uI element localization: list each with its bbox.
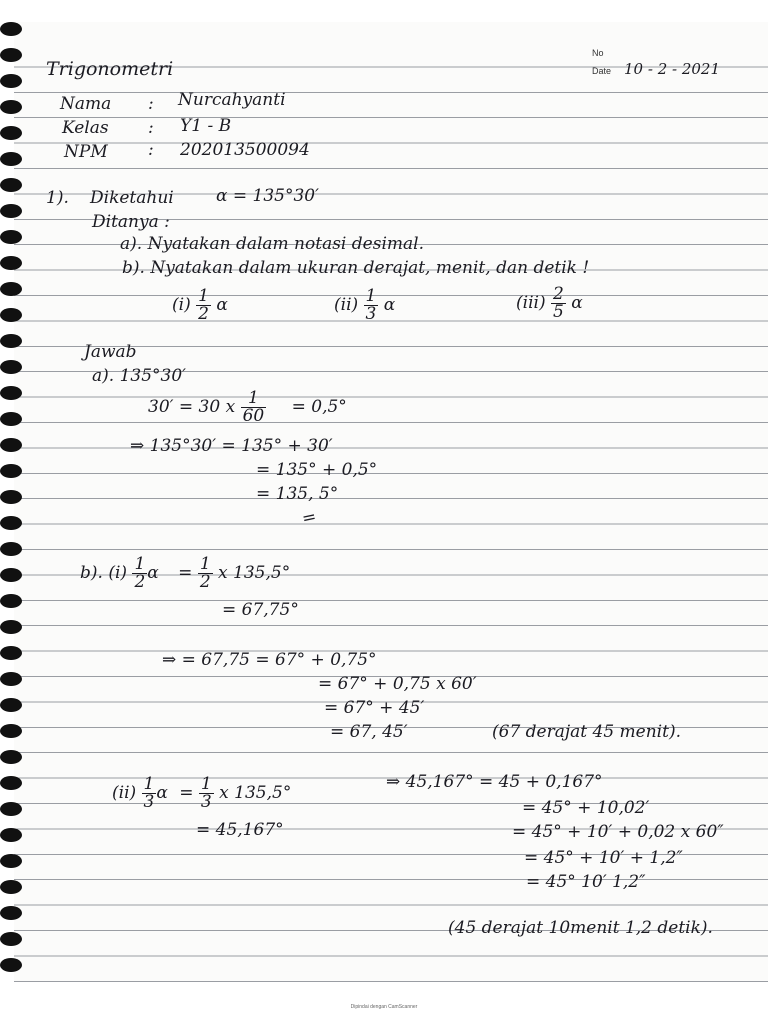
answer-b-ii-right1: ⇒ 45,167° = 45 + 0,167°	[386, 772, 603, 792]
binder-hole	[0, 412, 22, 426]
question-b: b). Nyatakan dalam ukuran derajat, menit, dan detik !	[122, 258, 590, 278]
binder-hole	[0, 464, 22, 478]
binder-hole	[0, 74, 22, 88]
no-label: No	[592, 48, 604, 58]
answer-b-ii-right2: = 45° + 10,02′	[522, 798, 650, 818]
binder-hole	[0, 438, 22, 452]
binder-hole	[0, 854, 22, 868]
answer-b-i-line1: b). (i) $\frac{1}{2}$ α = $\frac{1}{2}$ x 135,5°	[80, 554, 291, 592]
class-colon: :	[148, 118, 154, 138]
binder-hole	[0, 828, 22, 842]
part-i-option: (i) $\frac{1}{2}$ α	[172, 286, 228, 324]
binder-hole	[0, 204, 22, 218]
answer-a-line2: 30′ = 30 x $\frac{1}{60}$ = 0,5°	[148, 388, 347, 426]
part-iii-label: (iii)	[516, 293, 546, 313]
class-value: Y1 - B	[180, 116, 232, 136]
answer-a-line4: = 135° + 0,5°	[256, 460, 378, 480]
answer-b-ii-note: (45 derajat 10menit 1,2 detik).	[448, 918, 713, 938]
binder-hole	[0, 334, 22, 348]
part-iii-option: (iii) $\frac{2}{5}$ α	[516, 284, 583, 322]
class-label: Kelas	[62, 118, 109, 138]
subject-title: Trigonometri	[46, 58, 174, 80]
answer-b-ii-right4: = 45° + 10′ + 1,2″	[524, 848, 683, 868]
answer-b-i-line3: ⇒ = 67,75 = 67° + 0,75°	[162, 650, 377, 670]
answer-b-i-note: (67 derajat 45 menit).	[492, 722, 681, 742]
binder-hole	[0, 360, 22, 374]
name-value: Nurcahyanti	[178, 90, 286, 110]
binder-hole	[0, 802, 22, 816]
npm-label: NPM	[64, 142, 108, 162]
binder-hole	[0, 620, 22, 634]
double-underline-mark: =	[300, 506, 319, 530]
fraction-third: $\frac{1}{3}$	[365, 286, 377, 324]
answer-a-line5: = 135, 5°	[256, 484, 339, 504]
binder-hole	[0, 776, 22, 790]
part-ii-label: (ii)	[334, 295, 359, 315]
binder-hole	[0, 230, 22, 244]
fraction-third: $\frac{1}{3}$	[143, 774, 155, 812]
binder-hole	[0, 750, 22, 764]
binder-hole	[0, 48, 22, 62]
part-i-label: (i)	[172, 295, 191, 315]
binder-hole	[0, 906, 22, 920]
binder-hole	[0, 932, 22, 946]
answer-a-line3: ⇒ 135°30′ = 135° + 30′	[130, 436, 333, 456]
answer-b-ii-right5: = 45° 10′ 1,2″	[526, 872, 646, 892]
answer-b-i-line6: = 67, 45′	[330, 722, 408, 742]
fraction-half: $\frac{1}{2}$	[199, 554, 211, 592]
date-value: 10 - 2 - 2021	[624, 60, 721, 78]
binder-hole	[0, 516, 22, 530]
binder-hole	[0, 308, 22, 322]
name-label: Nama	[60, 94, 112, 114]
binder-hole	[0, 152, 22, 166]
binder-hole	[0, 126, 22, 140]
answer-b-i-line5: = 67° + 45′	[324, 698, 425, 718]
fraction-third: $\frac{1}{3}$	[200, 774, 212, 812]
binder-hole	[0, 542, 22, 556]
binder-hole	[0, 22, 22, 36]
fraction-half: $\frac{1}{2}$	[198, 286, 209, 324]
binder-hole	[0, 100, 22, 114]
answer-b-ii-line2: = 45,167°	[196, 820, 284, 840]
npm-colon: :	[148, 140, 154, 160]
answer-b-i-line2: = 67,75°	[222, 600, 299, 620]
date-label: Date	[592, 66, 612, 76]
fraction-two-fifths: $\frac{2}{5}$	[552, 284, 564, 322]
name-colon: :	[148, 94, 154, 114]
asked-label: Ditanya :	[92, 212, 170, 232]
binder-hole	[0, 672, 22, 686]
given-value: α = 135°30′	[216, 186, 319, 206]
answer-label: Jawab	[84, 342, 137, 362]
npm-value: 202013500094	[180, 140, 310, 160]
fraction-one-sixtieth: $\frac{1}{60}$	[242, 388, 265, 426]
part-ii-option: (ii) $\frac{1}{3}$ α	[334, 286, 396, 324]
binder-hole	[0, 490, 22, 504]
binder-hole	[0, 698, 22, 712]
binder-hole	[0, 568, 22, 582]
binder-hole	[0, 594, 22, 608]
binder-hole	[0, 724, 22, 738]
binder-hole	[0, 880, 22, 894]
problem-number: 1).	[46, 188, 69, 208]
scanner-watermark: Dipindai dengan CamScanner	[350, 1004, 418, 1010]
answer-b-ii-right3: = 45° + 10′ + 0,02 x 60″	[512, 822, 724, 842]
binder-hole	[0, 646, 22, 660]
given-label: Diketahui	[90, 188, 174, 208]
answer-a-line1: a). 135°30′	[92, 366, 187, 386]
binder-hole	[0, 178, 22, 192]
question-a: a). Nyatakan dalam notasi desimal.	[120, 234, 424, 254]
fraction-half: $\frac{1}{2}$	[134, 554, 146, 592]
binder-hole	[0, 958, 22, 972]
binder-hole	[0, 256, 22, 270]
answer-b-i-line4: = 67° + 0,75 x 60′	[318, 674, 477, 694]
binder-hole	[0, 386, 22, 400]
binder-hole	[0, 282, 22, 296]
answer-b-ii-line1: (ii) $\frac{1}{3}$ α = $\frac{1}{3}$ x 135,5°	[112, 774, 292, 812]
